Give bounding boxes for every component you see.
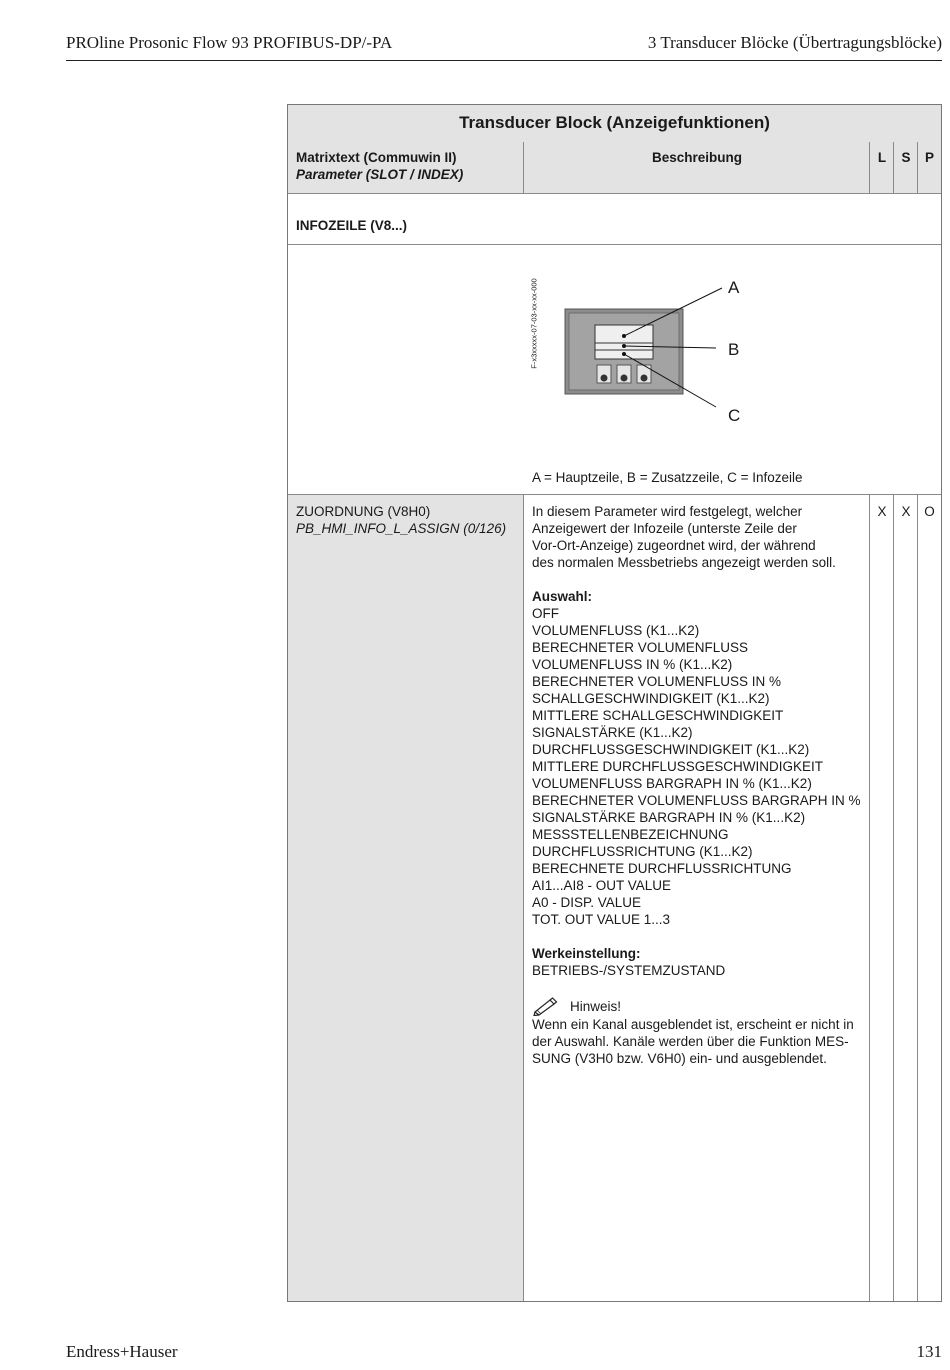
auswahl-label: Auswahl: <box>532 589 593 604</box>
header-divider <box>917 142 918 193</box>
note-label: Hinweis! <box>570 998 622 1014</box>
row-divider <box>917 495 918 1301</box>
column-header-l: L <box>877 150 887 165</box>
column-header-matrix-line1: Matrixtext (Commuwin II) <box>296 150 457 165</box>
pencil-note-icon <box>532 996 560 1016</box>
option-item: VOLUMENFLUSS BARGRAPH IN % (K1...K2) <box>532 776 812 791</box>
figure-caption: A = Hauptzeile, B = Zusatzzeile, C = Infozeile <box>532 470 803 485</box>
option-item: DURCHFLUSSGESCHWINDIGKEIT (K1...K2) <box>532 742 810 757</box>
section-rule <box>288 244 941 245</box>
access-l: X <box>877 504 887 519</box>
option-item: BERECHNETER VOLUMENFLUSS BARGRAPH IN % <box>532 793 861 808</box>
table-title: Transducer Block (Anzeigefunktionen) <box>459 113 770 132</box>
figure-id: F-x3xxxxx-07-03-xx-xx-000 <box>529 278 539 369</box>
header-divider <box>869 142 870 193</box>
figure-label-c: C <box>728 406 741 425</box>
note-line: der Auswahl. Kanäle werden über die Funktion MES- <box>532 1034 849 1049</box>
row-divider <box>893 495 894 1301</box>
description-line: Vor-Ort-Anzeige) zugeordnet wird, der während <box>532 538 816 553</box>
option-item: OFF <box>532 606 559 621</box>
factory-setting-label: Werkeinstellung: <box>532 946 641 961</box>
row-divider <box>523 495 524 1301</box>
option-item: SCHALLGESCHWINDIGKEIT (K1...K2) <box>532 691 770 706</box>
option-item: BERECHNETER VOLUMENFLUSS <box>532 640 749 655</box>
header-divider <box>893 142 894 193</box>
access-p: O <box>924 504 935 519</box>
header-rule <box>288 193 941 194</box>
parameter-index: PB_HMI_INFO_L_ASSIGN (0/126) <box>296 521 507 536</box>
section-title: INFOZEILE (V8...) <box>296 218 408 233</box>
column-header-matrix-line2: Parameter (SLOT / INDEX) <box>296 167 464 182</box>
row-divider <box>869 495 870 1301</box>
factory-setting-value: BETRIEBS-/SYSTEMZUSTAND <box>532 963 726 978</box>
description-line: Anzeigewert der Infozeile (unterste Zeile der <box>532 521 797 536</box>
row-name-cell <box>288 495 523 1301</box>
running-header-chapter: 3 Transducer Blöcke (Übertragungsblöcke) <box>647 33 942 52</box>
column-header-s: S <box>901 150 911 165</box>
figure-label-a: A <box>728 278 740 297</box>
description-line: In diesem Parameter wird festgelegt, welcher <box>532 504 803 519</box>
note-text <box>532 1016 866 1067</box>
option-item: VOLUMENFLUSS IN % (K1...K2) <box>532 657 733 672</box>
note-line: SUNG (V3H0 bzw. V6H0) ein- und ausgeblendet. <box>532 1051 827 1066</box>
running-header-title: PROline Prosonic Flow 93 PROFIBUS-DP/-PA <box>66 33 393 52</box>
option-item: AI1...AI8 - OUT VALUE <box>532 878 672 893</box>
page-number: 131 <box>916 1342 942 1361</box>
header-rule <box>66 60 942 61</box>
description-block <box>532 503 866 1067</box>
note-line: Wenn ein Kanal ausgeblendet ist, erscheint er nicht in <box>532 1017 854 1032</box>
parameter-name: ZUORDNUNG (V8H0) <box>296 504 431 519</box>
option-item: SIGNALSTÄRKE (K1...K2) <box>532 725 693 740</box>
transducer-block-table <box>287 104 942 1302</box>
option-list <box>532 605 866 928</box>
operating-keys <box>597 365 651 383</box>
option-item: DURCHFLUSSRICHTUNG (K1...K2) <box>532 844 753 859</box>
display-diagram <box>524 265 824 435</box>
footer-brand: Endress+Hauser <box>66 1342 178 1361</box>
option-item: MITTLERE SCHALLGESCHWINDIGKEIT <box>532 708 784 723</box>
option-item: SIGNALSTÄRKE BARGRAPH IN % (K1...K2) <box>532 810 806 825</box>
header-divider <box>523 142 524 193</box>
column-header-matrix <box>296 149 522 183</box>
option-item: MITTLERE DURCHFLUSSGESCHWINDIGKEIT <box>532 759 824 774</box>
option-item: A0 - DISP. VALUE <box>532 895 642 910</box>
description-text <box>532 503 866 571</box>
description-line: des normalen Messbetriebs angezeigt werden soll. <box>532 555 836 570</box>
option-item: BERECHNETE DURCHFLUSSRICHTUNG <box>532 861 792 876</box>
option-item: TOT. OUT VALUE 1...3 <box>532 912 671 927</box>
access-s: X <box>901 504 911 519</box>
note-heading <box>532 996 866 1016</box>
option-item: MESSSTELLENBEZEICHNUNG <box>532 827 729 842</box>
option-item: BERECHNETER VOLUMENFLUSS IN % <box>532 674 782 689</box>
column-header-p: P <box>924 150 934 165</box>
option-item: VOLUMENFLUSS (K1...K2) <box>532 623 700 638</box>
column-header-description: Beschreibung <box>651 150 743 165</box>
figure-label-b: B <box>728 340 740 359</box>
